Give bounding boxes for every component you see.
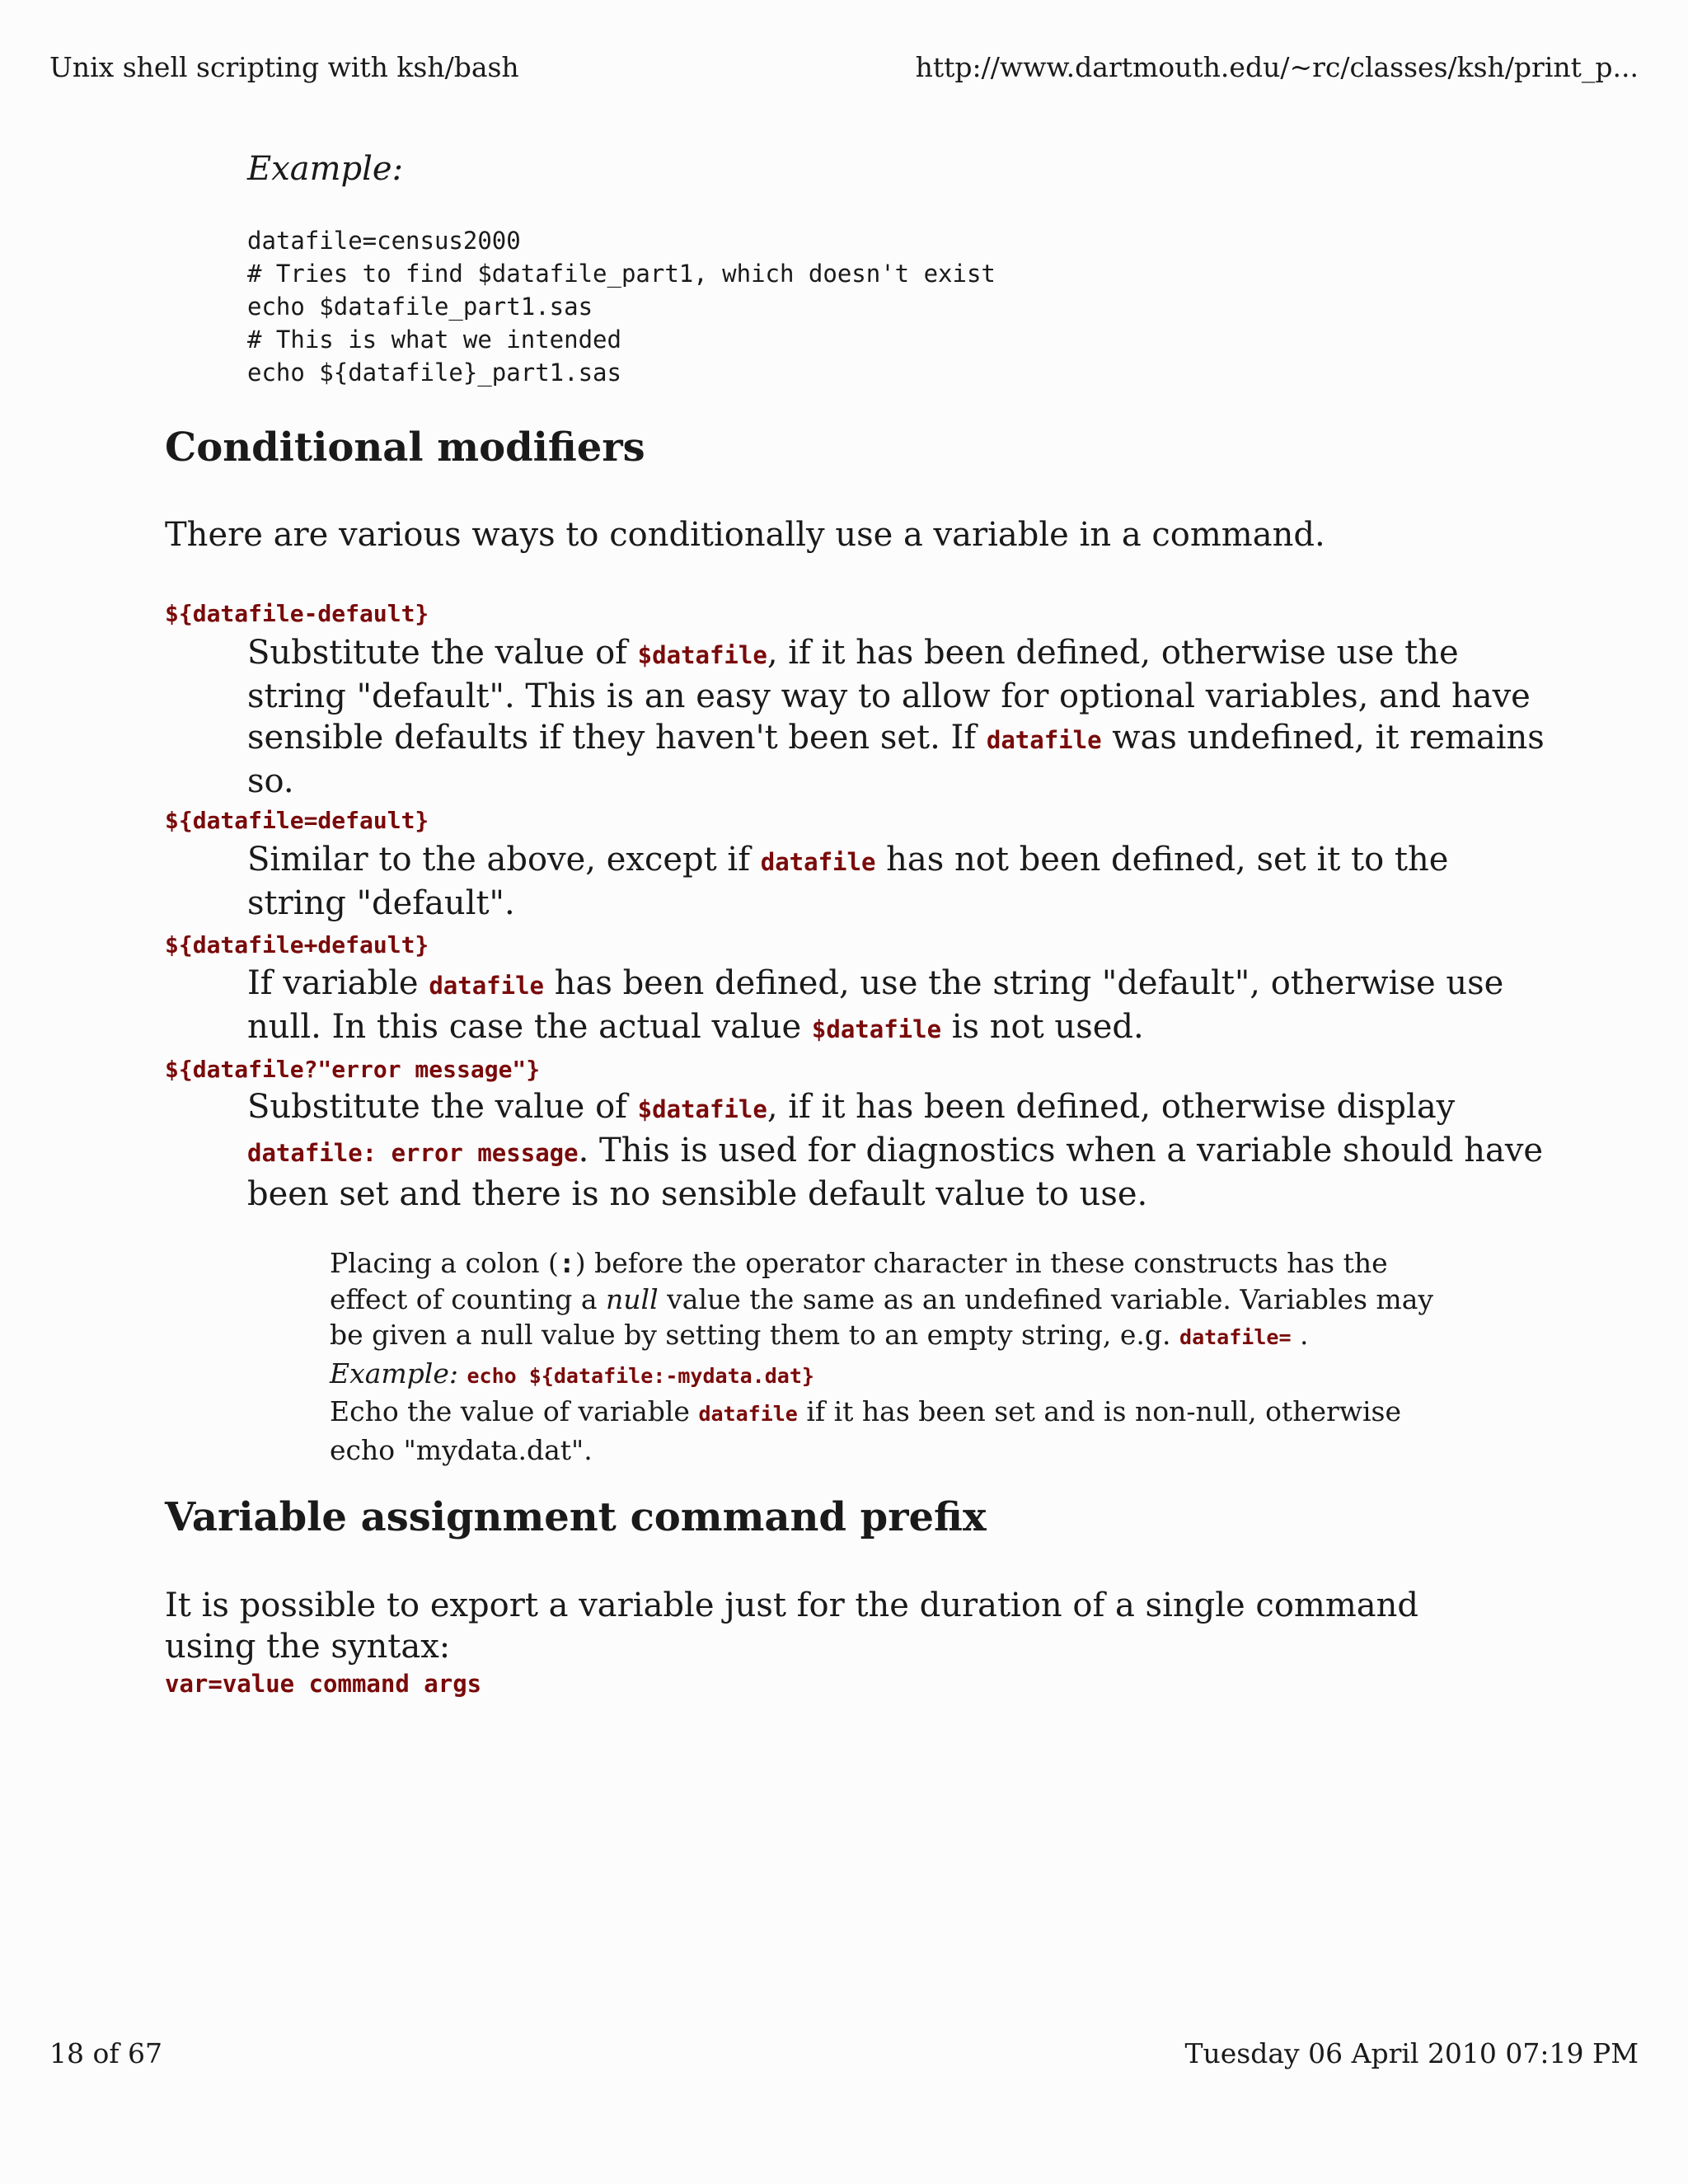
definition-datafile-default: Substitute the value of $datafile, if it has been defined, otherwise use the string "default". This is an easy way to allow for optional variables, and have sensible defaults if they haven't been set. If datafile was undefined, it remains so. bbox=[247, 634, 1545, 800]
example-label: Example: bbox=[247, 150, 404, 188]
section2-text: It is possible to export a variable just for the duration of a single command using the syntax: bbox=[165, 1586, 1418, 1666]
inline-code: $datafile bbox=[637, 1095, 767, 1123]
definition-datafile-plus-default: If variable datafile has been defined, use the string "default", otherwise use null. In this case the actual value $datafile is not used. bbox=[247, 964, 1504, 1046]
note-example-label: Example: bbox=[330, 1357, 458, 1390]
code-example: datafile=census2000 # Tries to find $datafile_part1, which doesn't exist echo $datafile_part1.sas # This is what we intended echo ${datafile}_part1.sas bbox=[247, 227, 996, 387]
section-heading-conditional-modifiers: Conditional modifiers bbox=[165, 424, 645, 471]
note-example-code: echo ${datafile:-mydata.dat} bbox=[467, 1363, 814, 1388]
inline-code: datafile bbox=[986, 726, 1102, 754]
syntax-code: var=value command args bbox=[165, 1670, 482, 1698]
section-intro: There are various ways to conditionally use a variable in a command. bbox=[165, 516, 1325, 554]
inline-code: datafile= bbox=[1179, 1325, 1292, 1349]
inline-code: datafile bbox=[698, 1402, 798, 1426]
section-heading-variable-assignment: Variable assignment command prefix bbox=[165, 1494, 987, 1540]
note-colon-modifier: Placing a colon (:) before the operator character in these constructs has the effect of counting a null value the same as an undefined variable. Variables may be given a null value by setting them to an empty string, e.g. datafile= . Example: echo ${datafile:-mydata.dat} Echo the value of variable datafile if it has been set and is non-null, otherwise echo "mydata.dat". bbox=[330, 1247, 1434, 1466]
running-header-url: http://www.dartmouth.edu/~rc/classes/ksh/print_p... bbox=[915, 51, 1639, 83]
definition-datafile-assign-default: Similar to the above, except if datafile has not been defined, set it to the string "default". bbox=[247, 841, 1449, 922]
print-date: Tuesday 06 April 2010 07:19 PM bbox=[1184, 2037, 1639, 2069]
inline-code: $datafile bbox=[637, 641, 767, 669]
definition-datafile-error-message: Substitute the value of $datafile, if it has been defined, otherwise display datafile: error message. This is used for diagnostics when a variable should have been set and there is no sensible default value to use. bbox=[247, 1088, 1544, 1213]
term-datafile-default: ${datafile-default} bbox=[165, 600, 429, 627]
term-datafile-error-message: ${datafile?"error message"} bbox=[165, 1056, 541, 1083]
page-number: 18 of 67 bbox=[49, 2037, 163, 2069]
term-datafile-assign-default: ${datafile=default} bbox=[165, 807, 429, 834]
inline-code: datafile: error message bbox=[247, 1139, 579, 1167]
running-header-title: Unix shell scripting with ksh/bash bbox=[49, 51, 519, 83]
inline-code: datafile bbox=[760, 848, 876, 876]
inline-code: $datafile bbox=[811, 1015, 942, 1043]
term-datafile-plus-default: ${datafile+default} bbox=[165, 931, 429, 958]
inline-code: datafile bbox=[429, 972, 544, 1000]
